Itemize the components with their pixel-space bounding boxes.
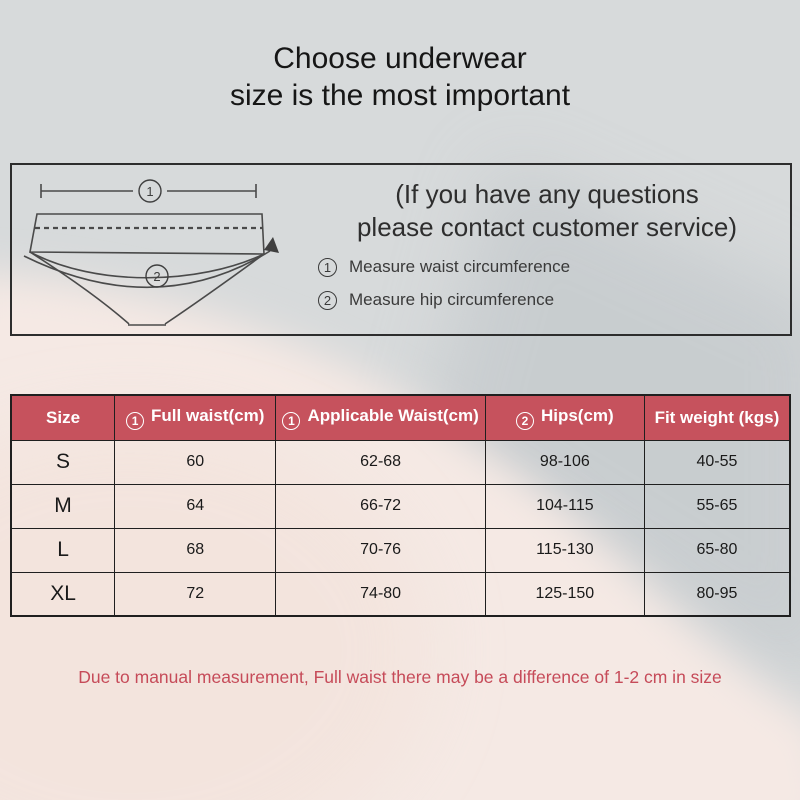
column-header xyxy=(276,395,486,440)
table-cell: 104-115 xyxy=(485,484,644,528)
table-cell: 65-80 xyxy=(644,528,790,572)
table-cell: 80-95 xyxy=(644,572,790,616)
instruction-hip xyxy=(318,290,570,310)
contact-note xyxy=(308,178,786,244)
column-header xyxy=(485,395,644,440)
circled-number-icon: 1 xyxy=(282,412,300,430)
column-header xyxy=(115,395,276,440)
column-header-label: Fit weight (kgs) xyxy=(654,407,780,427)
column-header-label: Full waist(cm) xyxy=(151,405,265,425)
size-cell: XL xyxy=(11,572,115,616)
circled-number-icon: 1 xyxy=(126,412,144,430)
table-cell: 64 xyxy=(115,484,276,528)
table-row xyxy=(11,572,790,616)
table-cell: 40-55 xyxy=(644,440,790,484)
page-title xyxy=(0,40,800,114)
table-cell: 115-130 xyxy=(485,528,644,572)
column-header xyxy=(644,395,790,440)
table-row xyxy=(11,484,790,528)
table-header-row xyxy=(11,395,790,440)
size-cell: L xyxy=(11,528,115,572)
column-header-label: Size xyxy=(46,407,81,427)
table-cell: 70-76 xyxy=(276,528,486,572)
table-cell: 72 xyxy=(115,572,276,616)
page-title-line2: size is the most important xyxy=(229,79,571,112)
column-header-label: Applicable Waist(cm) xyxy=(307,405,479,425)
contact-note-line1: (If you have any questions xyxy=(395,179,699,209)
left-leg-curve xyxy=(30,252,129,324)
page-title-line1: Choose underwear xyxy=(273,42,527,75)
waist-marker-circle-icon xyxy=(139,180,161,202)
circled-number-icon: 2 xyxy=(516,412,534,430)
measurement-info-box xyxy=(10,163,792,336)
svg-text:1: 1 xyxy=(146,184,154,199)
underwear-measurement-diagram xyxy=(16,169,308,333)
table-row xyxy=(11,440,790,484)
size-table xyxy=(10,394,791,617)
contact-note-line2: please contact customer service) xyxy=(356,212,738,242)
table-cell: 66-72 xyxy=(276,484,486,528)
table-cell: 60 xyxy=(115,440,276,484)
table-cell: 98-106 xyxy=(485,440,644,484)
column-header xyxy=(11,395,115,440)
right-leg-curve xyxy=(165,254,264,324)
svg-text:2: 2 xyxy=(153,269,161,284)
arrowhead-icon xyxy=(264,237,279,253)
table-cell: 74-80 xyxy=(276,572,486,616)
table-row xyxy=(11,528,790,572)
instruction-waist-label: Measure waist circumference xyxy=(349,257,571,276)
circled-two-icon: 2 xyxy=(318,291,337,310)
table-head xyxy=(11,395,790,440)
size-cell: M xyxy=(11,484,115,528)
table-body xyxy=(11,440,790,616)
table-cell: 68 xyxy=(115,528,276,572)
table-cell: 125-150 xyxy=(485,572,644,616)
table-cell: 55-65 xyxy=(644,484,790,528)
size-cell: S xyxy=(11,440,115,484)
circled-one-icon: 1 xyxy=(318,258,337,277)
hip-marker-circle-icon xyxy=(146,265,168,287)
table-cell: 62-68 xyxy=(276,440,486,484)
instruction-waist xyxy=(318,257,570,277)
measurement-instructions xyxy=(318,257,570,310)
waistband-outline xyxy=(30,214,264,254)
instruction-hip-label: Measure hip circumference xyxy=(349,290,555,309)
measurement-disclaimer: Due to manual measurement, Full waist there may be a difference of 1-2 cm in size xyxy=(78,667,722,687)
column-header-label: Hips(cm) xyxy=(540,405,614,425)
